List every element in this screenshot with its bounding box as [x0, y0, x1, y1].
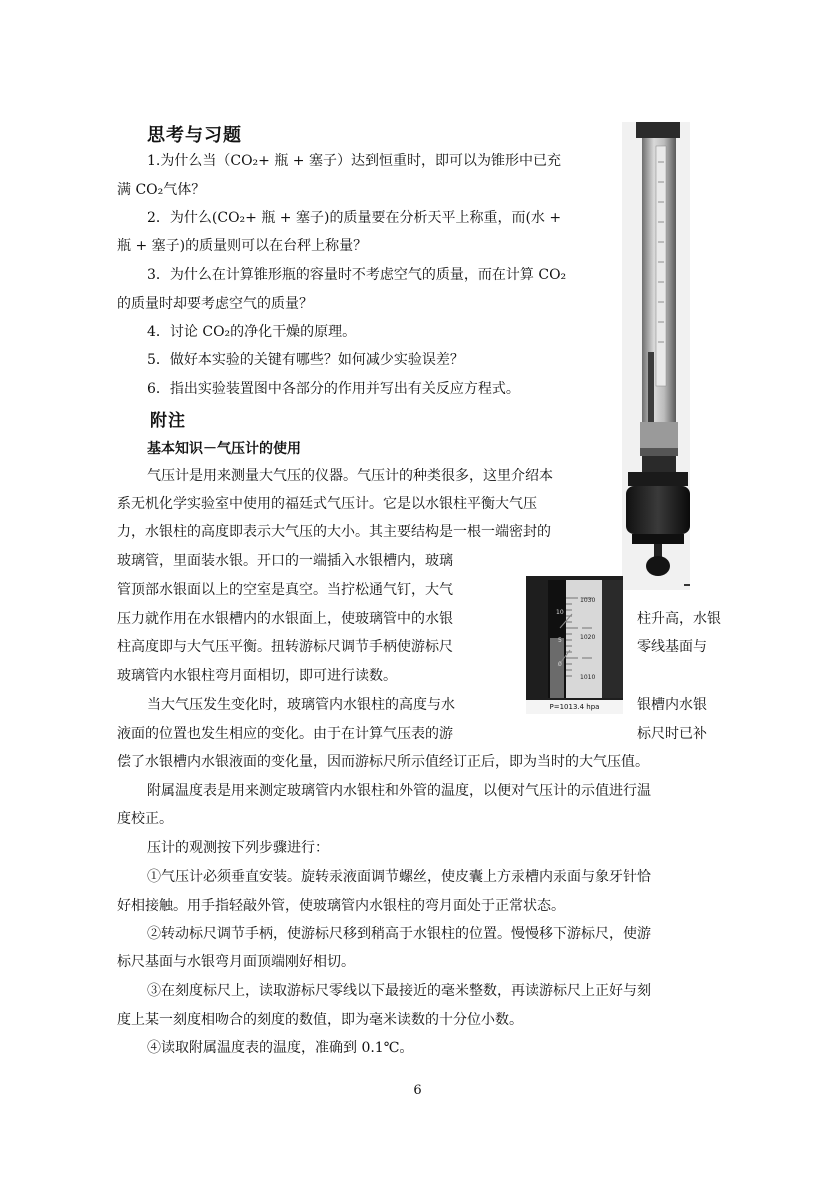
vernier-label-0: 0: [558, 661, 562, 668]
barometer-illustration: [622, 122, 690, 590]
p2-line-3: 偿了水银槽内水银液面的变化量，因而游标尺所示值经订正后，即为当时的大气压值。: [117, 754, 649, 770]
step-4: ④读取附属温度表的温度，准确到 0.1℃。: [147, 1040, 414, 1056]
p1-line-7: 柱高度即与大气压平衡。扭转游标尺调节手柄使游标尺: [117, 639, 453, 655]
p1-line-4: 玻璃管，里面装水银。开口的一端插入水银槽内，玻璃: [117, 553, 453, 569]
vernier-label-10: 10: [556, 609, 564, 616]
step-1-line-2: 好相接触。用手指轻敲外管，使玻璃管内水银柱的弯月面处于正常状态。: [117, 898, 565, 914]
p1-line-6: 压力就作用在水银槽内的水银面上，使玻璃管中的水银: [117, 611, 453, 627]
question-3-line-2: 的质量时却要考虑空气的质量？: [117, 296, 313, 312]
question-2-line-1: 2．为什么(CO₂+ 瓶 + 塞子)的质量要在分析天平上称重，而(水 +: [147, 210, 562, 226]
step-2-line-2: 标尺基面与水银弯月面顶端刚好相切。: [117, 954, 355, 970]
barometer-photo: [622, 122, 690, 590]
step-3-line-1: ③在刻度标尺上，读取游标尺零线以下最接近的毫米整数，再读游标尺上正好与刻: [147, 983, 651, 999]
page-number: 6: [413, 1083, 422, 1098]
vernier-scale-illustration: [526, 576, 623, 700]
p4-steps-intro: 压计的观测按下列步骤进行：: [147, 840, 329, 856]
question-3-line-1: 3．为什么在计算锥形瓶的容量时不考虑空气的质量，而在计算 CO₂: [147, 267, 567, 283]
scale-label-1020: 1020: [580, 634, 596, 641]
p2-line-2: 液面的位置也发生相应的变化。由于在计算气压表的游: [117, 726, 453, 742]
p1-line-5: 管顶部水银面以上的空室是真空。当拧松通气钉，大气: [117, 582, 453, 598]
question-2-line-2: 瓶 + 塞子)的质量则可以在台秤上称量？: [117, 238, 368, 254]
question-6: 6．指出实验装置图中各部分的作用并写出有关反应方程式。: [147, 381, 520, 397]
vernier-label-5: 5: [558, 637, 562, 644]
question-1-line-2: 满 CO₂气体？: [117, 182, 206, 198]
p1-line-3: 力，水银柱的高度即表示大气压的大小。其主要结构是一根一端密封的: [117, 524, 551, 540]
p1-line-8: 玻璃管内水银柱弯月面相切，即可进行读数。: [117, 668, 397, 684]
p1-line-6-right: 柱升高，水银: [637, 611, 721, 627]
step-3-line-2: 度上某一刻度相吻合的刻度的数值，即为毫米读数的十分位小数。: [117, 1012, 523, 1028]
vernier-scale-photo: [526, 576, 623, 714]
p2-line-2-right: 标尺时已补: [637, 726, 707, 742]
scale-label-1030: 1030: [580, 597, 596, 604]
p3-line-1: 附属温度表是用来测定玻璃管内水银柱和外管的温度，以便对气压计的示值进行温: [147, 783, 651, 799]
step-1-line-1: ①气压计必须垂直安装。旋转汞液面调节螺丝，使皮囊上方汞槽内汞面与象牙针恰: [147, 869, 651, 885]
section-title-exercises: 思考与习题: [147, 125, 242, 146]
scale-label-1010: 1010: [580, 674, 596, 681]
step-2-line-1: ②转动标尺调节手柄，使游标尺移到稍高于水银柱的位置。慢慢移下游标尺，使游: [147, 926, 651, 942]
p2-line-1: 当大气压发生变化时，玻璃管内水银柱的高度与水: [147, 697, 455, 713]
section-title-notes: 附注: [150, 411, 186, 431]
p2-line-1-right: 银槽内水银: [637, 697, 707, 713]
question-5: 5．做好本实验的关键有哪些？如何减少实验误差？: [147, 352, 464, 368]
pressure-caption: P=1013.4 hpa: [526, 700, 623, 714]
question-4: 4．讨论 CO₂的净化干燥的原理。: [147, 324, 357, 340]
p1-line-7-right: 零线基面与: [637, 639, 707, 655]
question-1-line-1: 1.为什么当（CO₂+ 瓶 + 塞子）达到恒重时，即可以为锥形中已充: [147, 153, 561, 169]
p1-line-2: 系无机化学实验室中使用的福廷式气压计。它是以水银柱平衡大气压: [117, 496, 537, 512]
p1-line-1: 气压计是用来测量大气压的仪器。气压计的种类很多，这里介绍本: [147, 468, 553, 484]
p3-line-2: 度校正。: [117, 811, 173, 827]
subsection-title-barometer: 基本知识－气压计的使用: [147, 441, 301, 457]
